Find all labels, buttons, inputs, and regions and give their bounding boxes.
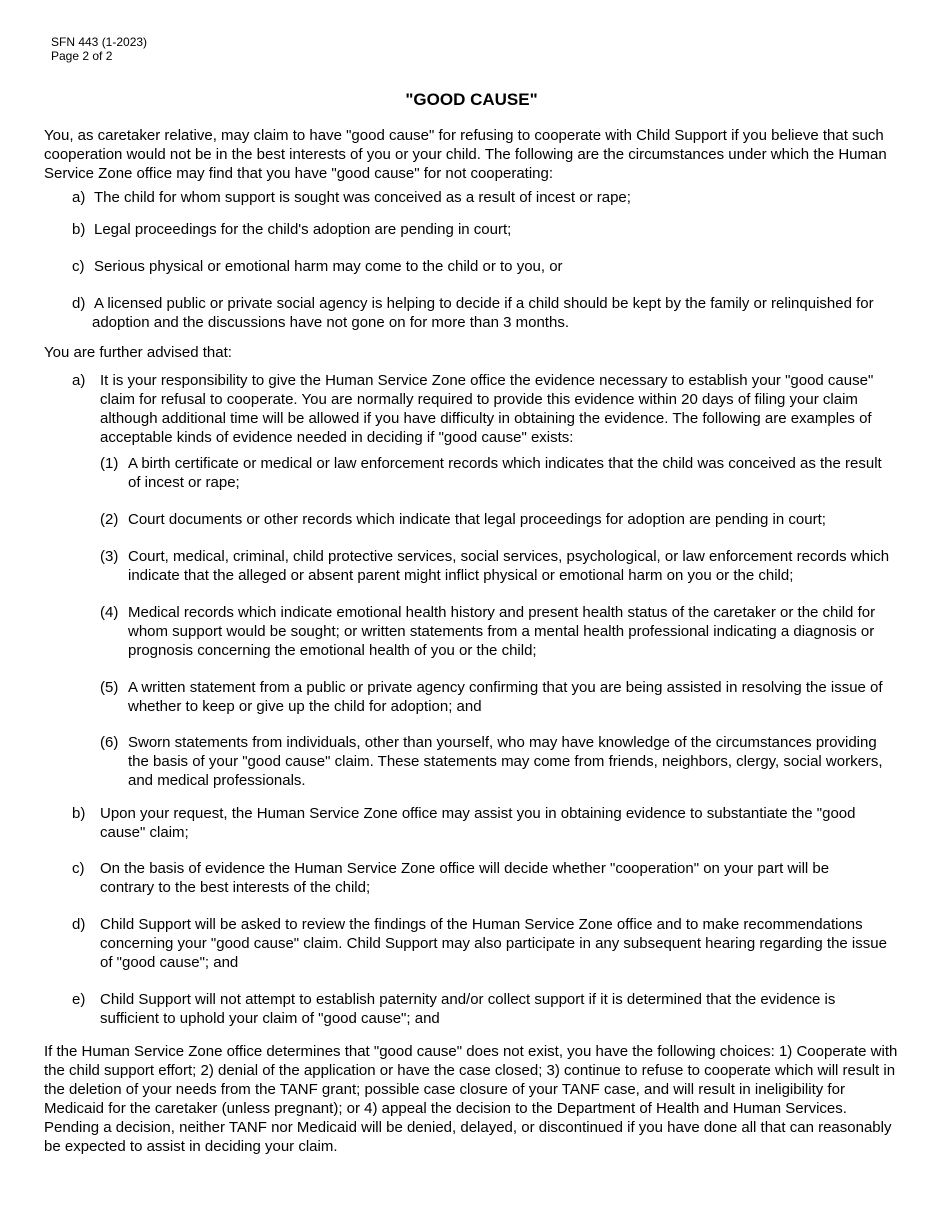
- list-marker: a): [72, 372, 86, 389]
- list-marker: b): [72, 221, 86, 238]
- page-number: Page 2 of 2: [51, 49, 113, 63]
- list-marker: d): [72, 295, 86, 312]
- form-number: SFN 443 (1-2023): [51, 35, 148, 49]
- list-text: The child for whom support is sought was conceived as a result of incest or rape;: [94, 189, 631, 206]
- list-marker: a): [72, 189, 86, 206]
- list-marker: (5): [100, 679, 119, 696]
- list-marker: (1): [100, 455, 119, 472]
- list-text: Legal proceedings for the child's adoption are pending in court;: [94, 221, 512, 238]
- list-marker: d): [72, 916, 86, 933]
- list-marker: c): [72, 860, 85, 877]
- list-marker: (3): [100, 548, 119, 565]
- list-text: A written statement from a public or private agency confirming that you are being assisted in resolving the issue of whether to keep or give up the child for adoption; and: [128, 679, 883, 715]
- list-text: A birth certificate or medical or law enforcement records which indicates that the child was conceived as the result of incest or rape;: [128, 455, 882, 491]
- list-marker: e): [72, 991, 86, 1008]
- intro-paragraph: You, as caretaker relative, may claim to have "good cause" for refusing to cooperate with Child Support if you believe that such cooperation would not be in the best interests of you or your child. The following are the circumstances under which the Human Service Zone office may find that you have "good cause" for not cooperating:: [44, 127, 887, 182]
- list-text: Medical records which indicate emotional health history and present health status of the caretaker or the child for whom support would be sought; or written statements from a mental health professional indicating a diagnosis or prognosis concerning the emotional health of you or the child;: [128, 604, 876, 659]
- form-header: [51, 35, 147, 63]
- list-text: Court documents or other records which indicate that legal proceedings for adoption are pending in court;: [128, 511, 826, 528]
- list-text: Child Support will be asked to review the findings of the Human Service Zone office and to make recommendations concerning your "good cause" claim. Child Support may also participate in any subsequent hearing regarding the issue of "good cause"; and: [100, 916, 887, 971]
- list-text: Sworn statements from individuals, other than yourself, who may have knowledge of the circumstances providing the basis of your "good cause" claim. These statements may come from friends, neighbors, clergy, social workers, and medical professionals.: [128, 734, 883, 789]
- list-marker: (6): [100, 734, 119, 751]
- advised-heading: You are further advised that:: [44, 344, 232, 361]
- list-text: Child Support will not attempt to establish paternity and/or collect support if it is determined that the evidence is sufficient to uphold your claim of "good cause"; and: [100, 991, 836, 1027]
- list-marker: c): [72, 258, 85, 275]
- list-marker: (2): [100, 511, 119, 528]
- closing-paragraph: If the Human Service Zone office determines that "good cause" does not exist, you have the following choices: 1) Cooperate with the child support effort; 2) denial of the application or have the case closed; 3) continue to refuse to cooperate which will result in the deletion of your needs from the TANF grant; possible case closure of your TANF case, and will result in ineligibility for Medicaid for the caretaker (unless pregnant); or 4) appeal the decision to the Department of Health and Human Services. Pending a decision, neither TANF nor Medicaid will be denied, delayed, or discontinued if you have done all that can reasonably be expected to assist in deciding your claim.: [44, 1043, 898, 1155]
- list-marker: (4): [100, 604, 119, 621]
- list-text: It is your responsibility to give the Human Service Zone office the evidence necessary to establish your "good cause" claim for refusal to cooperate. You are normally required to provide this evidence within 20 days of filing your claim although additional time will be allowed if you have difficulty in obtaining the evidence. The following are examples of acceptable kinds of evidence needed in deciding if "good cause" exists:: [100, 372, 874, 446]
- list-text: Upon your request, the Human Service Zone office may assist you in obtaining evidence to substantiate the "good cause" claim;: [100, 805, 856, 841]
- list-text: On the basis of evidence the Human Service Zone office will decide whether "cooperation" on your part will be contrary to the best interests of the child;: [100, 860, 830, 896]
- list-text: Court, medical, criminal, child protective services, social services, psychological, or law enforcement records which indicate that the alleged or absent parent might inflict physical or emotional harm on you or the child;: [128, 548, 890, 584]
- list-marker: b): [72, 805, 86, 822]
- page-title: "GOOD CAUSE": [405, 90, 538, 109]
- list-text: Serious physical or emotional harm may come to the child or to you, or: [94, 258, 563, 275]
- list-text: A licensed public or private social agency is helping to decide if a child should be kept by the family or relinquished for adoption and the discussions have not gone on for more than 3 months.: [92, 295, 874, 331]
